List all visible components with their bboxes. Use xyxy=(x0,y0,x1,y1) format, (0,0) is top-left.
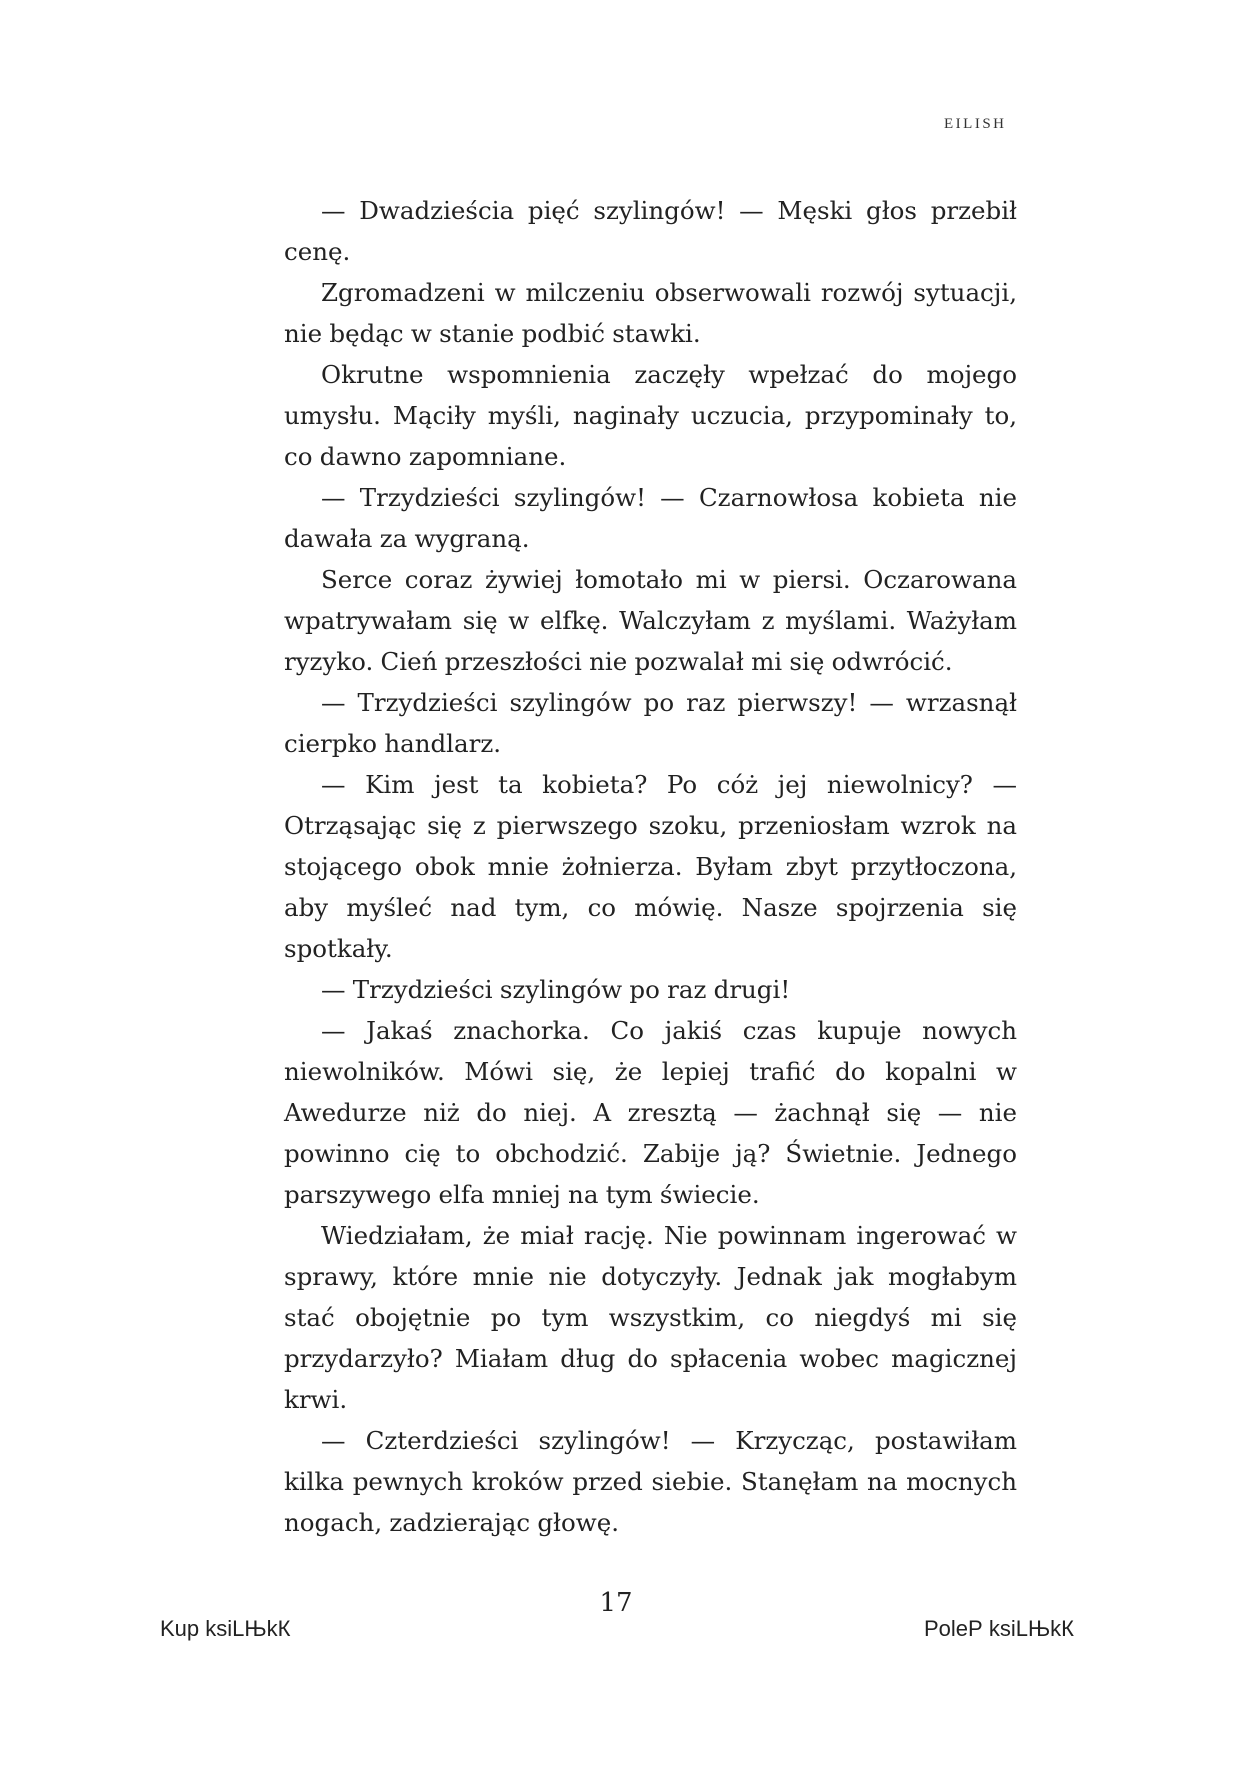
paragraph: Wiedziałam, że miał rację. Nie powinnam ingerować w sprawy, które mnie nie dotyczyły. Jednak jak mogłabym stać obojętnie po tym wszystkim, co niegdyś mi się przydarzyło? Miałam dług do spłacenia wobec magicznej krwi. xyxy=(284,1221,1017,1414)
paragraph: — Jakaś znachorka. Co jakiś czas kupuje nowych niewolników. Mówi się, że lepiej trafić do kopalni w Awedurze niż do niej. A zresztą — żachnął się — nie powinno cię to obchodzić. Zabije ją? Świetnie. Jednego parszywego elfa mniej na tym świecie. xyxy=(284,1016,1017,1209)
recommend-book-link[interactable]: PoleР ksiLЊkК xyxy=(924,1616,1074,1641)
paragraph: — Trzydzieści szylingów po raz drugi! xyxy=(321,975,791,1004)
paragraph: — Czterdzieści szylingów! — Krzycząc, postawiłam kilka pewnych kroków przed siebie. Stanęłam na mocnych nogach, zadzierając głowę. xyxy=(284,1426,1017,1537)
body-text xyxy=(284,190,1017,1543)
paragraph: — Trzydzieści szylingów po raz pierwszy! — wrzasnął cierpko handlarz. xyxy=(284,688,1017,758)
page-number: 17 xyxy=(599,1588,633,1618)
paragraph: Zgromadzeni w milczeniu obserwowali rozwój sytuacji, nie będąc w stanie podbić stawki. xyxy=(284,278,1017,348)
paragraph: — Dwadzieścia pięć szylingów! — Męski głos przebił cenę. xyxy=(284,196,1017,266)
paragraph: — Trzydzieści szylingów! — Czarnowłosa kobieta nie dawała za wygraną. xyxy=(284,483,1017,553)
paragraph: Serce coraz żywiej łomotało mi w piersi. Oczarowana wpatrywałam się w elfkę. Walczyłam z myślami. Ważyłam ryzyko. Cień przeszłości nie pozwalał mi się odwrócić. xyxy=(284,565,1017,676)
running-head: EILISH xyxy=(944,116,1007,132)
buy-book-link[interactable]: Kup ksiLЊkК xyxy=(160,1616,291,1641)
paragraph: — Kim jest ta kobieta? Po cóż jej niewolnicy? — Otrząsając się z pierwszego szoku, przeniosłam wzrok na stojącego obok mnie żołnierza. Byłam zbyt przytłoczona, aby myśleć nad tym, co mówię. Nasze spojrzenia się spotkały. xyxy=(284,770,1017,963)
paragraph: Okrutne wspomnienia zaczęły wpełzać do mojego umysłu. Mąciły myśli, naginały uczucia, przypominały to, co dawno zapomniane. xyxy=(284,360,1017,471)
